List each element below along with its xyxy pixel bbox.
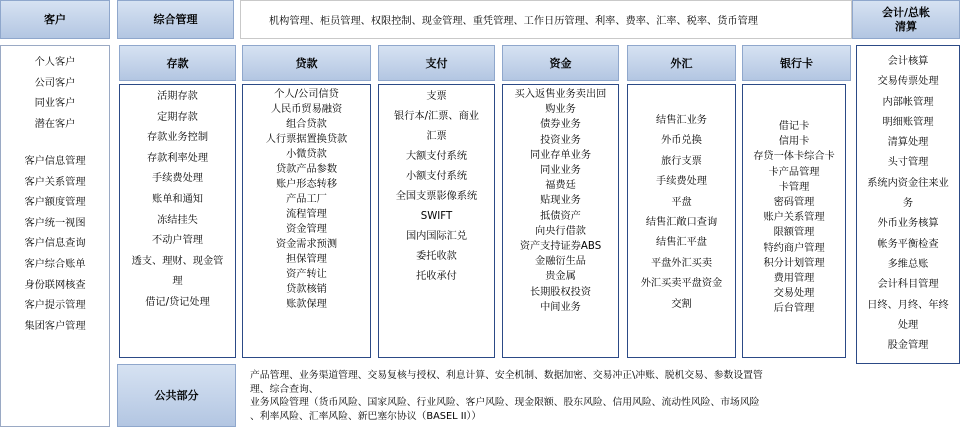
- module-item: 贷款核销: [286, 284, 327, 295]
- customer-type-item: 同业客户: [34, 98, 76, 109]
- module-panel-funds: [502, 84, 619, 358]
- accounting-items: [857, 46, 959, 356]
- customer-function-item: 客户信息管理: [24, 156, 86, 167]
- module-item: 银行本/汇票、商业: [394, 111, 479, 122]
- module-item: 交割: [671, 298, 692, 310]
- accounting-title-line1: 会计/总帐: [881, 5, 931, 19]
- public-header: [117, 364, 236, 427]
- module-panel-forex: [627, 84, 736, 358]
- module-item: 特约商户管理: [763, 242, 825, 254]
- module-panel-payment: [378, 84, 495, 358]
- module-title: 资金: [549, 56, 572, 70]
- module-item: 贵金属: [545, 271, 576, 283]
- module-item: 金融衍生品: [535, 256, 586, 268]
- module-item: 投资业务: [540, 134, 581, 146]
- module-item: 平盘外汇买卖: [650, 257, 713, 269]
- module-item: 个人/公司信贷: [274, 89, 339, 100]
- module-item: 信用卡: [778, 136, 810, 148]
- module-item: 债券业务: [540, 119, 581, 131]
- module-item: 借记/贷记处理: [145, 296, 210, 308]
- module-item: 抵债资产: [540, 210, 581, 222]
- module-item: 大额支付系统: [405, 151, 468, 162]
- module-item: 人行票据置换贷款: [265, 134, 348, 145]
- customer-function-item: 客户关系管理: [24, 176, 86, 188]
- customer-header: [0, 0, 110, 39]
- module-item: 结售汇敞口查询: [645, 217, 718, 229]
- module-items: [379, 87, 494, 287]
- general-items-bar: [240, 0, 852, 39]
- module-item: 交易处理: [773, 288, 815, 300]
- module-item: 人民币贸易融资: [270, 104, 343, 115]
- module-panel-deposit: [119, 84, 236, 358]
- general-items: 机构管理、柜员管理、权限控制、现金管理、重凭管理、工作日历管理、利率、费率、汇率、税率、货币管理: [269, 16, 758, 27]
- module-item: 资金需求预测: [275, 239, 338, 250]
- module-items: [120, 87, 235, 314]
- module-title: 贷款: [295, 56, 318, 70]
- module-title: 支付: [425, 56, 448, 70]
- module-item: 透支、理财、现金管: [131, 255, 224, 267]
- module-item: 不动户管理: [152, 235, 203, 247]
- module-item: 中间业务: [540, 301, 581, 313]
- module-item: 后台管理: [773, 303, 815, 315]
- module-item: 购业务: [545, 104, 576, 116]
- module-items: [503, 87, 618, 315]
- module-item: 向央行借款: [535, 225, 586, 237]
- module-item: 小额支付系统: [405, 171, 468, 182]
- module-item: 费用管理: [773, 273, 815, 285]
- module-item: 积分计划管理: [763, 257, 825, 269]
- accounting-item: 处理: [897, 319, 919, 331]
- module-item: 存款业务控制: [146, 132, 209, 144]
- module-item: 存款利率处理: [146, 152, 209, 164]
- module-item: 托收承付: [416, 271, 457, 282]
- customer-title: 客户: [44, 13, 66, 26]
- module-header-loan: [242, 45, 371, 81]
- customer-function-item: 客户提示管理: [24, 300, 86, 312]
- module-item: 结售汇平盘: [656, 237, 707, 249]
- module-item: 支票: [426, 91, 447, 102]
- module-item: SWIFT: [420, 211, 453, 222]
- module-title: 存款: [166, 56, 189, 70]
- module-header-funds: [502, 45, 619, 81]
- module-panel-bankcard: [742, 84, 846, 358]
- customer-type-item: 个人客户: [34, 57, 76, 68]
- accounting-item: 头寸管理: [887, 157, 929, 169]
- module-item: 账户关系管理: [763, 212, 825, 224]
- module-item: 组合贷款: [286, 119, 327, 130]
- module-item: 流程管理: [286, 209, 327, 220]
- public-line: 业务风险管理（货币风险、国家风险、行业风险、客户风险、现金限额、股东风险、信用风险、流动性风险、市场风险: [250, 397, 760, 408]
- module-item: 贴现业务: [540, 195, 581, 207]
- module-item: 手续费处理: [152, 173, 203, 185]
- public-line: 、利率风险、汇率风险、新巴塞尔协议（BASEL II））: [250, 410, 482, 422]
- module-item: 账户形态转移: [275, 179, 338, 190]
- module-item: 长期股权投资: [529, 286, 592, 298]
- module-header-bankcard: [742, 45, 851, 81]
- module-item: 外汇买卖平盘资金: [640, 278, 723, 290]
- module-item: 账款保理: [286, 299, 327, 310]
- module-item: 限额管理: [773, 227, 815, 239]
- module-item: 贷款产品参数: [275, 164, 338, 175]
- module-item: 外币兑换: [661, 135, 702, 147]
- module-items: [743, 119, 845, 317]
- module-item: 资产转让: [286, 269, 327, 280]
- accounting-title-line2: 清算: [895, 19, 917, 33]
- module-header-forex: [627, 45, 736, 81]
- module-item: 担保管理: [286, 254, 327, 265]
- public-items: [250, 369, 763, 423]
- accounting-item: 帐务平衡检查: [877, 238, 939, 250]
- accounting-item: 清算处理: [887, 137, 929, 149]
- module-item: 活期存款: [157, 91, 198, 102]
- module-title: 外汇: [670, 56, 693, 70]
- module-item: 同业存单业务: [529, 149, 592, 161]
- accounting-item: 内部帐管理: [882, 96, 934, 108]
- public-title: 公共部分: [154, 389, 199, 402]
- customer-functions: [24, 152, 85, 337]
- module-item: 资金管理: [286, 224, 327, 235]
- customer-function-item: 身份联网核查: [24, 279, 86, 291]
- public-line: 理、综合查询、: [250, 383, 319, 395]
- module-item: 国内国际汇兑: [405, 231, 468, 242]
- customer-function-item: 集团客户管理: [24, 320, 86, 332]
- module-item: 平盘: [671, 196, 692, 208]
- module-item: 卡管理: [778, 181, 810, 193]
- module-item: 冻结挂失: [157, 214, 198, 226]
- module-title: 银行卡: [780, 56, 813, 70]
- module-item: 结售汇业务: [656, 115, 707, 126]
- accounting-item: 日终、月终、年终: [867, 299, 949, 311]
- accounting-item: 交易传票处理: [877, 76, 939, 88]
- customer-function-item: 客户统一视图: [24, 217, 86, 229]
- customer-function-item: 客户额度管理: [24, 197, 86, 209]
- customer-type-item: 公司客户: [34, 77, 76, 89]
- module-panel-loan: [242, 84, 371, 358]
- module-items: [243, 87, 370, 312]
- module-header-payment: [378, 45, 495, 81]
- module-item: 同业业务: [540, 165, 581, 177]
- accounting-header: [852, 0, 960, 39]
- module-items: [628, 111, 735, 315]
- module-item: 理: [172, 276, 183, 288]
- customer-type-item: 潜在客户: [34, 118, 76, 130]
- accounting-item: 多维总账: [887, 258, 929, 270]
- customer-function-item: 客户综合账单: [24, 258, 86, 270]
- accounting-item: 会计核算: [887, 56, 929, 67]
- customer-function-item: 客户信息查询: [24, 238, 86, 250]
- customer-panel: [0, 45, 110, 427]
- module-item: 委托收款: [416, 251, 457, 262]
- accounting-item: 务: [902, 198, 914, 210]
- module-item: 手续费处理: [656, 176, 707, 188]
- module-item: 资产支持证券ABS: [519, 241, 602, 253]
- accounting-item: 股金管理: [887, 340, 929, 352]
- module-item: 借记卡: [778, 121, 810, 132]
- module-item: 账单和通知: [152, 193, 203, 205]
- module-item: 小微贷款: [286, 149, 327, 160]
- module-header-deposit: [119, 45, 236, 81]
- module-item: 存贷一体卡综合卡: [753, 151, 835, 163]
- accounting-item: 明细账管理: [882, 116, 934, 128]
- accounting-item: 系统内资金往来业: [867, 177, 949, 189]
- public-line: 产品管理、业务渠道管理、交易复核与授权、利息计算、安全机制、数据加密、交易冲正\冲账、脱机交易、参数设置管: [250, 370, 763, 381]
- module-item: 定期存款: [157, 111, 198, 123]
- accounting-panel: [856, 45, 960, 364]
- accounting-item: 会计科目管理: [877, 279, 939, 291]
- module-item: 产品工厂: [286, 194, 327, 205]
- accounting-item: 外币业务核算: [877, 218, 939, 230]
- module-item: 买入返售业务卖出回: [514, 89, 607, 100]
- module-item: 密码管理: [773, 197, 815, 209]
- module-item: 旅行支票: [661, 155, 702, 167]
- module-item: 全国支票影像系统: [395, 191, 478, 202]
- general-header: [117, 0, 234, 39]
- module-item: 福费廷: [545, 180, 576, 192]
- module-item: 汇票: [426, 131, 447, 142]
- customer-types: [35, 53, 76, 135]
- general-title: 综合管理: [153, 13, 198, 26]
- module-item: 卡产品管理: [768, 166, 820, 178]
